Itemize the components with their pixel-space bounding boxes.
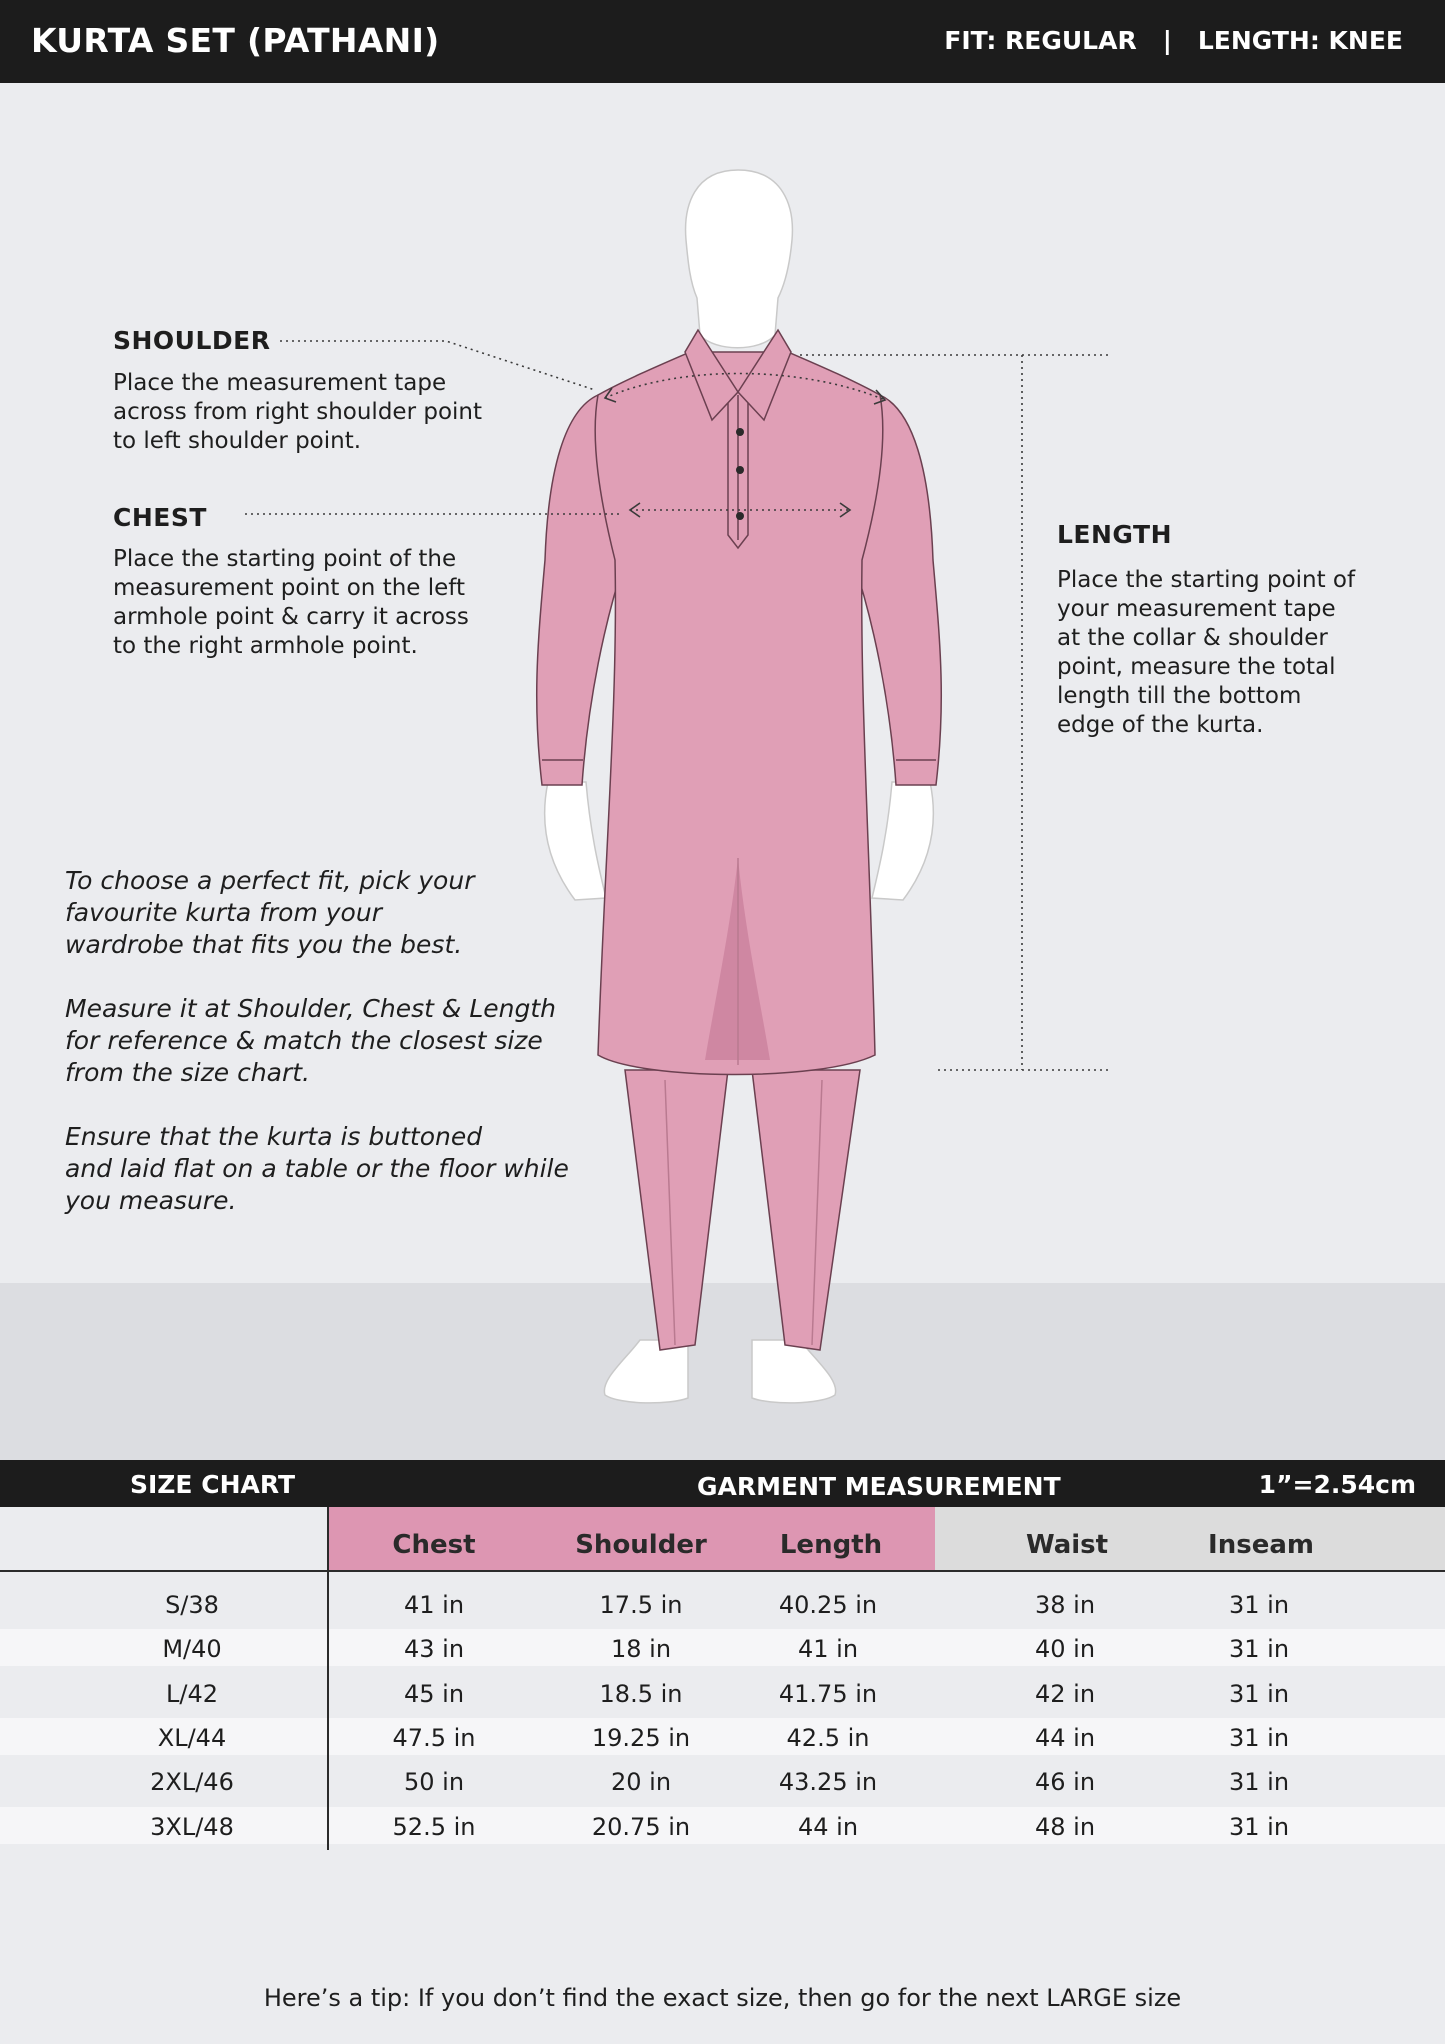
length-cell: 41 in	[797, 1635, 859, 1663]
chest-line: to the right armhole point.	[113, 633, 418, 659]
size-tip-footer: Here’s a tip: If you don’t find the exact size, then go for the next LARGE size	[263, 1984, 1182, 2012]
length-cell: 41.75 in	[778, 1680, 878, 1708]
shoulder-instructions	[113, 369, 533, 456]
size-label-cell: S/38	[165, 1591, 219, 1619]
fit-tips	[65, 865, 585, 1249]
waist-cell: 38 in	[1034, 1591, 1096, 1619]
chest-cell: 43 in	[403, 1635, 465, 1663]
fit-tip-line: for reference & match the closest size	[65, 1026, 543, 1055]
inseam-cell: 31 in	[1228, 1724, 1290, 1752]
product-title: KURTA SET (PATHANI)	[31, 21, 440, 60]
garment-measurement-label: GARMENT MEASUREMENT	[697, 1472, 1061, 1501]
length-cell: 40.25 in	[778, 1591, 878, 1619]
mannequin-head	[686, 170, 793, 348]
shoulder-line: across from right shoulder point	[113, 399, 482, 425]
chest-line: measurement point on the left	[113, 575, 466, 601]
size-chart-bar	[0, 1460, 1445, 1507]
shoulder-cell: 18.5 in	[599, 1680, 683, 1708]
shoulder-cell: 18 in	[610, 1635, 672, 1663]
shoulder-cell: 20 in	[610, 1768, 672, 1796]
waist-cell: 44 in	[1034, 1724, 1096, 1752]
column-header-inseam: Inseam	[1208, 1530, 1314, 1560]
shoulder-cell: 19.25 in	[591, 1724, 691, 1752]
shoulder-cell: 20.75 in	[591, 1813, 691, 1841]
shoulder-cell: 17.5 in	[599, 1591, 683, 1619]
length-heading: LENGTH	[1057, 520, 1172, 549]
fit-label: FIT: REGULAR	[944, 26, 1137, 55]
size-label-cell: XL/44	[157, 1724, 227, 1752]
chest-heading: CHEST	[113, 503, 207, 532]
spec-separator: |	[1162, 26, 1172, 55]
inseam-cell: 31 in	[1228, 1591, 1290, 1619]
waist-cell: 42 in	[1034, 1680, 1096, 1708]
waist-cell: 40 in	[1034, 1635, 1096, 1663]
size-label-cell: 2XL/46	[150, 1768, 234, 1796]
chest-line: armhole point & carry it across	[113, 604, 469, 630]
size-label-cell: M/40	[162, 1635, 222, 1663]
column-header-chest: Chest	[392, 1530, 476, 1560]
length-label: LENGTH: KNEE	[1197, 26, 1403, 55]
mannequin-feet	[604, 1340, 835, 1403]
length-line: edge of the kurta.	[1057, 712, 1264, 738]
fit-tip	[65, 865, 585, 961]
pants-columns-header-bg	[935, 1507, 1445, 1570]
length-cell: 42.5 in	[786, 1724, 870, 1752]
inseam-cell: 31 in	[1228, 1813, 1290, 1841]
chest-cell: 47.5 in	[392, 1724, 476, 1752]
length-line: Place the starting point of	[1057, 567, 1356, 593]
column-header-waist: Waist	[1025, 1530, 1109, 1560]
length-line: length till the bottom	[1057, 683, 1302, 709]
size-label-cell: L/42	[166, 1680, 218, 1708]
kurta-body	[595, 352, 883, 1075]
size-column-divider	[327, 1507, 329, 1850]
inseam-cell: 31 in	[1228, 1768, 1290, 1796]
table-header-divider	[0, 1570, 1445, 1572]
length-line: your measurement tape	[1057, 596, 1336, 622]
fit-tip-line: To choose a perfect fit, pick your	[65, 866, 475, 895]
chest-line: Place the starting point of the	[113, 546, 457, 572]
shoulder-line: Place the measurement tape	[113, 370, 447, 396]
column-header-shoulder: Shoulder	[575, 1530, 707, 1560]
chest-cell: 52.5 in	[392, 1813, 476, 1841]
inseam-cell: 31 in	[1228, 1635, 1290, 1663]
fit-tip	[65, 1121, 585, 1217]
length-line: point, measure the total	[1057, 654, 1336, 680]
inseam-cell: 31 in	[1228, 1680, 1290, 1708]
fit-tip-line: wardrobe that fits you the best.	[65, 930, 463, 959]
size-label-cell: 3XL/48	[150, 1813, 234, 1841]
waist-cell: 46 in	[1034, 1768, 1096, 1796]
fit-tip-line: you measure.	[65, 1186, 237, 1215]
shoulder-line: to left shoulder point.	[113, 428, 362, 454]
length-cell: 44 in	[797, 1813, 859, 1841]
length-cell: 43.25 in	[778, 1768, 878, 1796]
chest-cell: 45 in	[403, 1680, 465, 1708]
unit-conversion: 1”=2.54cm	[1258, 1470, 1416, 1499]
fit-tip-line: from the size chart.	[65, 1058, 311, 1087]
chest-instructions	[113, 545, 533, 661]
shoulder-heading: SHOULDER	[113, 326, 271, 355]
chest-cell: 41 in	[403, 1591, 465, 1619]
fit-tip-line: favourite kurta from your	[65, 898, 382, 927]
fit-tip-line: Ensure that the kurta is buttoned	[65, 1122, 483, 1151]
chest-cell: 50 in	[403, 1768, 465, 1796]
length-line: at the collar & shoulder	[1057, 625, 1328, 651]
waist-cell: 48 in	[1034, 1813, 1096, 1841]
fit-tip-line: Measure it at Shoulder, Chest & Length	[65, 994, 557, 1023]
fit-tip	[65, 993, 585, 1089]
length-instructions	[1057, 566, 1387, 740]
pathani-pants	[625, 1070, 860, 1350]
size-chart-label: SIZE CHART	[130, 1470, 296, 1499]
fit-tip-line: and laid flat on a table or the floor while	[65, 1154, 569, 1183]
column-header-length: Length	[779, 1530, 883, 1560]
